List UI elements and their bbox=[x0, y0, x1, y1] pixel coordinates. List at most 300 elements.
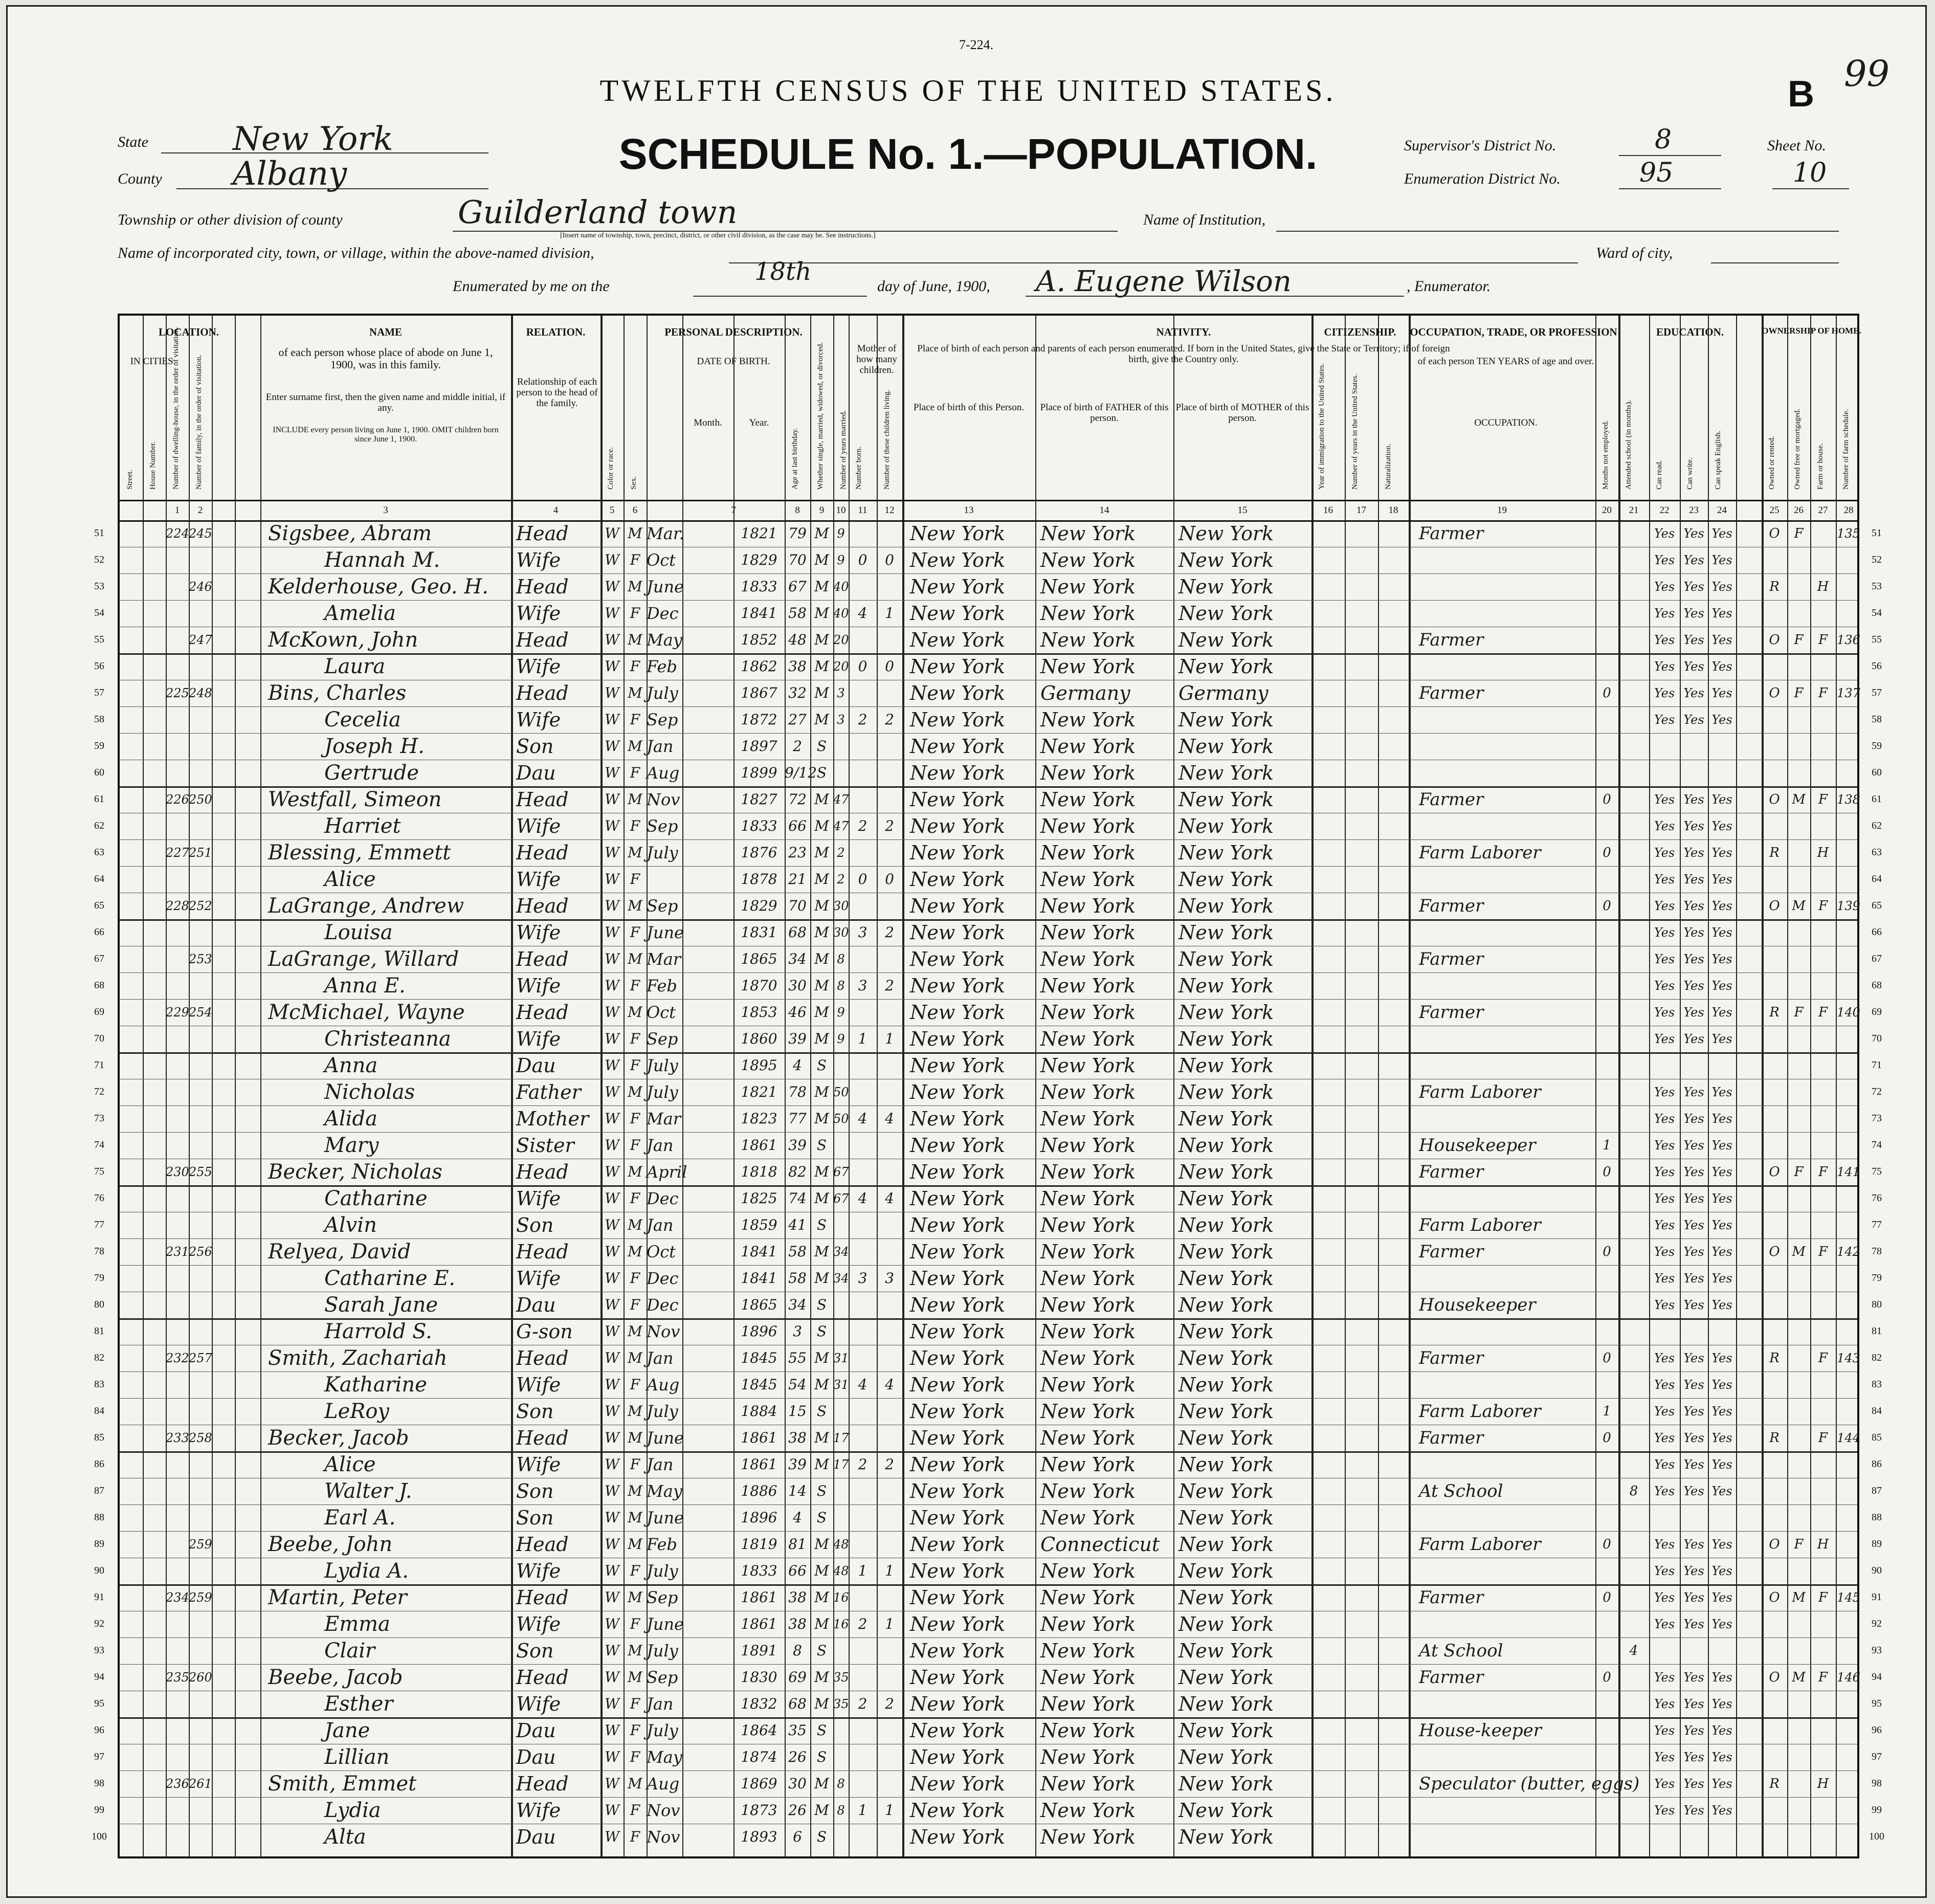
birthplace: New York bbox=[910, 1746, 1006, 1768]
line-number-left: 60 bbox=[94, 767, 104, 778]
grid-header-line bbox=[120, 500, 1857, 501]
dwelling-number: 232 bbox=[166, 1351, 189, 1365]
sheet-label: Sheet No. bbox=[1767, 137, 1826, 154]
family-number: 261 bbox=[189, 1777, 212, 1791]
column-number: 19 bbox=[1497, 505, 1507, 516]
can-speak: Yes bbox=[1711, 1750, 1732, 1764]
can-write: Yes bbox=[1683, 1670, 1704, 1685]
column-number: 17 bbox=[1356, 505, 1366, 516]
line-number-left: 93 bbox=[94, 1645, 104, 1656]
line-number-left: 86 bbox=[94, 1458, 104, 1470]
color: W bbox=[605, 1296, 619, 1313]
relation: Dau bbox=[516, 762, 556, 784]
can-read: Yes bbox=[1654, 1777, 1675, 1791]
can-speak: Yes bbox=[1711, 1777, 1732, 1791]
children-living: 4 bbox=[885, 1376, 894, 1393]
column-number: 26 bbox=[1794, 505, 1804, 516]
birth-year: 1852 bbox=[741, 631, 777, 648]
line-number-left: 69 bbox=[94, 1006, 104, 1017]
sex: F bbox=[630, 977, 640, 994]
relation: G-son bbox=[516, 1320, 573, 1343]
can-write: Yes bbox=[1683, 553, 1704, 567]
years-married: 35 bbox=[833, 1670, 849, 1685]
birthplace: New York bbox=[910, 1453, 1006, 1476]
birth-month: May bbox=[647, 1481, 682, 1501]
birth-month: Feb bbox=[647, 976, 677, 995]
relation: Dau bbox=[516, 1719, 556, 1742]
can-read: Yes bbox=[1654, 1218, 1675, 1232]
sex: F bbox=[630, 1110, 640, 1127]
hdr-years-married: Number of years married. bbox=[839, 410, 848, 490]
occupation: Farmer bbox=[1419, 896, 1484, 916]
marital-status: S bbox=[816, 1216, 827, 1233]
hdr-dob: DATE OF BIRTH. bbox=[697, 356, 770, 367]
owned-rented: O bbox=[1769, 1670, 1780, 1685]
relation: Wife bbox=[516, 815, 561, 837]
farm-schedule: 136 bbox=[1837, 633, 1860, 647]
children-born: 2 bbox=[858, 817, 868, 834]
birth-month: July bbox=[647, 1402, 678, 1421]
color: W bbox=[605, 1376, 619, 1393]
birth-year: 1818 bbox=[741, 1163, 777, 1180]
can-speak: Yes bbox=[1711, 1218, 1732, 1232]
can-write: Yes bbox=[1683, 1697, 1704, 1711]
birthplace: New York bbox=[910, 1427, 1006, 1449]
birth-year: 1861 bbox=[741, 1589, 777, 1606]
birth-year: 1861 bbox=[741, 1456, 777, 1473]
children-born: 4 bbox=[858, 605, 868, 622]
farm-schedule: 146 bbox=[1837, 1670, 1860, 1685]
birth-month: July bbox=[647, 1721, 678, 1740]
sex: F bbox=[630, 1270, 640, 1287]
can-write: Yes bbox=[1683, 686, 1704, 700]
can-write: Yes bbox=[1683, 1165, 1704, 1179]
children-living: 2 bbox=[885, 1695, 894, 1712]
marital-status: M bbox=[814, 977, 829, 994]
years-married: 16 bbox=[833, 1617, 849, 1631]
children-living: 4 bbox=[885, 1190, 894, 1207]
mother-birthplace: New York bbox=[1178, 709, 1274, 731]
column-number: 3 bbox=[383, 505, 388, 516]
line-number-left: 73 bbox=[94, 1113, 104, 1124]
occupation: At School bbox=[1419, 1641, 1503, 1661]
marital-status: S bbox=[816, 1722, 827, 1739]
father-birthplace: New York bbox=[1040, 549, 1136, 571]
date-label: day of June, 1900, bbox=[877, 278, 990, 295]
age: 4 bbox=[793, 1057, 802, 1074]
farm-house: F bbox=[1818, 898, 1828, 914]
owned-rented: O bbox=[1769, 898, 1780, 914]
enumeration-underline bbox=[1619, 188, 1721, 189]
line-number-left: 77 bbox=[94, 1219, 104, 1230]
farm-house: F bbox=[1818, 1005, 1828, 1020]
color: W bbox=[605, 1802, 619, 1819]
mother-birthplace: New York bbox=[1178, 1693, 1274, 1715]
line-number-left: 99 bbox=[94, 1804, 104, 1816]
can-write: Yes bbox=[1683, 526, 1704, 541]
years-married: 48 bbox=[833, 1564, 849, 1578]
person-name: Harriet bbox=[324, 814, 401, 838]
birthplace: New York bbox=[910, 709, 1006, 731]
mother-birthplace: New York bbox=[1178, 1746, 1274, 1768]
father-birthplace: New York bbox=[1040, 921, 1136, 944]
line-number-right: 51 bbox=[1872, 527, 1882, 539]
age: 2 bbox=[793, 738, 802, 755]
line-number-right: 85 bbox=[1872, 1432, 1882, 1443]
mother-birthplace: New York bbox=[1178, 575, 1274, 598]
farm-schedule: 140 bbox=[1837, 1005, 1860, 1020]
farm-house: F bbox=[1818, 1430, 1828, 1446]
can-write: Yes bbox=[1683, 1803, 1704, 1818]
age: 35 bbox=[788, 1722, 807, 1739]
color: W bbox=[605, 1615, 619, 1632]
can-read: Yes bbox=[1654, 1271, 1675, 1286]
city-label: Name of incorporated city, town, or village, within the above-named division, bbox=[118, 245, 594, 261]
mother-birthplace: New York bbox=[1178, 1773, 1274, 1795]
line-number-left: 97 bbox=[94, 1751, 104, 1762]
can-speak: Yes bbox=[1711, 1245, 1732, 1259]
person-name: Anna bbox=[324, 1054, 378, 1077]
birthplace: New York bbox=[910, 1081, 1006, 1103]
hdr-months-unemployed: Months not employed. bbox=[1602, 420, 1610, 490]
father-birthplace: New York bbox=[1040, 895, 1136, 917]
farm-house: F bbox=[1818, 1244, 1828, 1259]
person-name: Lydia A. bbox=[324, 1559, 409, 1583]
age: 82 bbox=[788, 1163, 807, 1180]
can-read: Yes bbox=[1654, 792, 1675, 807]
relation: Head bbox=[516, 842, 569, 864]
can-write: Yes bbox=[1683, 633, 1704, 647]
color: W bbox=[605, 1323, 619, 1340]
age: 74 bbox=[788, 1190, 807, 1207]
line-number-right: 93 bbox=[1872, 1645, 1882, 1656]
mother-birthplace: New York bbox=[1178, 522, 1274, 545]
children-living: 2 bbox=[885, 711, 894, 728]
line-number-right: 84 bbox=[1872, 1405, 1882, 1416]
mother-birthplace: New York bbox=[1178, 921, 1274, 944]
birth-month: June bbox=[647, 1614, 684, 1634]
marital-status: M bbox=[814, 551, 829, 568]
color: W bbox=[605, 1216, 619, 1233]
line-number-left: 84 bbox=[94, 1405, 104, 1416]
father-birthplace: New York bbox=[1040, 575, 1136, 598]
can-speak: Yes bbox=[1711, 792, 1732, 807]
column-number: 10 bbox=[836, 505, 846, 516]
person-name: Beebe, Jacob bbox=[268, 1666, 403, 1689]
sex: M bbox=[628, 684, 642, 701]
relation: Head bbox=[516, 682, 569, 704]
age: 39 bbox=[788, 1456, 807, 1473]
children-born: 4 bbox=[858, 1190, 868, 1207]
line-number-right: 87 bbox=[1872, 1485, 1882, 1496]
children-born: 4 bbox=[858, 1376, 868, 1393]
father-birthplace: New York bbox=[1040, 1267, 1136, 1290]
birth-year: 1821 bbox=[741, 1083, 777, 1100]
line-number-left: 100 bbox=[92, 1831, 107, 1842]
relation: Son bbox=[516, 1214, 554, 1236]
marital-status: M bbox=[814, 1562, 829, 1579]
birthplace: New York bbox=[910, 762, 1006, 784]
sex: F bbox=[630, 1030, 640, 1047]
marital-status: M bbox=[814, 1536, 829, 1553]
color: W bbox=[605, 1270, 619, 1287]
person-name: Harrold S. bbox=[324, 1320, 432, 1343]
person-name: Anna E. bbox=[324, 974, 406, 998]
marital-status: M bbox=[814, 1775, 829, 1792]
can-read: Yes bbox=[1654, 1750, 1675, 1764]
can-read: Yes bbox=[1654, 1617, 1675, 1631]
father-birthplace: New York bbox=[1040, 788, 1136, 811]
page-mark: 99 bbox=[1844, 53, 1890, 95]
birth-month: Aug bbox=[647, 763, 680, 783]
line-number-right: 77 bbox=[1872, 1219, 1882, 1230]
can-speak: Yes bbox=[1711, 1723, 1732, 1738]
age: 77 bbox=[788, 1110, 807, 1127]
age: 70 bbox=[788, 897, 807, 914]
mother-birthplace: New York bbox=[1178, 1427, 1274, 1449]
can-read: Yes bbox=[1654, 952, 1675, 966]
birth-month: Jan bbox=[647, 1136, 674, 1155]
free-mortgaged: M bbox=[1792, 1590, 1806, 1605]
grid-row-line bbox=[120, 1664, 1857, 1665]
occupation: Housekeeper bbox=[1419, 1295, 1536, 1315]
sex: M bbox=[628, 1403, 642, 1420]
birth-year: 1895 bbox=[741, 1057, 777, 1074]
can-read: Yes bbox=[1654, 1457, 1675, 1472]
person-name: Walter J. bbox=[324, 1479, 412, 1503]
line-number-left: 79 bbox=[94, 1272, 104, 1283]
birth-year: 1874 bbox=[741, 1748, 777, 1765]
children-living: 0 bbox=[885, 871, 894, 888]
age: 54 bbox=[788, 1376, 807, 1393]
birth-month: Sep bbox=[647, 1588, 678, 1607]
birth-year: 1825 bbox=[741, 1190, 777, 1207]
father-birthplace: New York bbox=[1040, 1773, 1136, 1795]
can-speak: Yes bbox=[1711, 1378, 1732, 1392]
birthplace: New York bbox=[910, 1054, 1006, 1077]
birth-month: Sep bbox=[647, 1029, 678, 1049]
birth-month: Nov bbox=[647, 1322, 680, 1341]
person-name: LaGrange, Andrew bbox=[268, 894, 464, 918]
relation: Wife bbox=[516, 1187, 561, 1210]
years-married: 2 bbox=[837, 846, 845, 860]
father-birthplace: New York bbox=[1040, 1427, 1136, 1449]
line-number-right: 92 bbox=[1872, 1618, 1882, 1629]
occupation: Farmer bbox=[1419, 1428, 1484, 1448]
can-read: Yes bbox=[1654, 1298, 1675, 1312]
can-write: Yes bbox=[1683, 1085, 1704, 1099]
line-number-right: 81 bbox=[1872, 1325, 1882, 1337]
months-unemployed: 0 bbox=[1603, 1350, 1611, 1366]
children-living: 0 bbox=[885, 551, 894, 568]
marital-status: M bbox=[814, 1030, 829, 1047]
can-speak: Yes bbox=[1711, 1351, 1732, 1365]
person-name: Jane bbox=[324, 1719, 370, 1742]
occupation: Farm Laborer bbox=[1419, 1215, 1541, 1235]
color: W bbox=[605, 1748, 619, 1765]
person-name: Laura bbox=[324, 655, 386, 678]
person-name: McMichael, Wayne bbox=[268, 1001, 465, 1024]
can-write: Yes bbox=[1683, 1112, 1704, 1126]
owned-rented: R bbox=[1769, 1430, 1780, 1446]
owned-rented: O bbox=[1769, 632, 1780, 648]
sex: F bbox=[630, 871, 640, 888]
enumerated-label: Enumerated by me on the bbox=[453, 278, 610, 295]
birth-year: 1853 bbox=[741, 1004, 777, 1021]
birthplace: New York bbox=[910, 1161, 1006, 1183]
father-birthplace: New York bbox=[1040, 948, 1136, 970]
birthplace: New York bbox=[910, 1320, 1006, 1343]
column-number: 23 bbox=[1689, 505, 1699, 516]
birth-year: 1861 bbox=[741, 1429, 777, 1446]
hdr-family: Number of family, in the order of visitation. bbox=[195, 355, 203, 490]
years-married: 35 bbox=[833, 1697, 849, 1711]
marital-status: M bbox=[814, 578, 829, 595]
family-number: 252 bbox=[189, 899, 212, 913]
children-living: 2 bbox=[885, 924, 894, 941]
father-birthplace: New York bbox=[1040, 1161, 1136, 1183]
person-name: Hannah M. bbox=[324, 548, 440, 572]
color: W bbox=[605, 871, 619, 888]
birth-month: Aug bbox=[647, 1774, 680, 1794]
children-born: 2 bbox=[858, 1615, 868, 1632]
birthplace: New York bbox=[910, 815, 1006, 837]
color: W bbox=[605, 738, 619, 755]
relation: Son bbox=[516, 1507, 554, 1529]
father-birthplace: New York bbox=[1040, 762, 1136, 784]
free-mortgaged: F bbox=[1794, 1537, 1804, 1552]
children-living: 2 bbox=[885, 817, 894, 834]
color: W bbox=[605, 1828, 619, 1845]
institution-underline bbox=[1276, 231, 1839, 232]
day-underline bbox=[693, 296, 867, 297]
sex: F bbox=[630, 1137, 640, 1154]
can-read: Yes bbox=[1654, 1431, 1675, 1445]
person-name: Catharine E. bbox=[324, 1267, 456, 1290]
hdr-relation: RELATION. bbox=[526, 326, 586, 338]
children-living: 1 bbox=[885, 1802, 894, 1819]
occupation: Farm Laborer bbox=[1419, 1534, 1541, 1555]
day-value: 18th bbox=[754, 257, 812, 286]
hdr-street: Street. bbox=[126, 470, 134, 490]
form-number: 7-224. bbox=[959, 37, 994, 52]
marital-status: M bbox=[814, 605, 829, 622]
color: W bbox=[605, 551, 619, 568]
years-married: 48 bbox=[833, 1537, 849, 1552]
age: 8 bbox=[793, 1642, 802, 1659]
age: 27 bbox=[788, 711, 807, 728]
hdr-age: Age at last birthday. bbox=[791, 428, 799, 490]
line-number-right: 90 bbox=[1872, 1565, 1882, 1576]
sex: M bbox=[628, 525, 642, 542]
age: 21 bbox=[788, 871, 807, 888]
marital-status: M bbox=[814, 1349, 829, 1366]
can-speak: Yes bbox=[1711, 1431, 1732, 1445]
birth-year: 1864 bbox=[741, 1722, 777, 1739]
father-birthplace: New York bbox=[1040, 1480, 1136, 1502]
line-number-left: 58 bbox=[94, 714, 104, 725]
grid-row-line bbox=[120, 1371, 1857, 1372]
color: W bbox=[605, 844, 619, 861]
hdr-free-mortgaged: Owned free or mortgaged. bbox=[1793, 408, 1801, 490]
age: 6 bbox=[793, 1828, 802, 1845]
hdr-owned-rented: Owned or rented. bbox=[1768, 436, 1776, 490]
mother-birthplace: New York bbox=[1178, 788, 1274, 811]
years-married: 20 bbox=[833, 659, 849, 674]
children-born: 3 bbox=[858, 924, 868, 941]
years-married: 9 bbox=[837, 553, 845, 567]
line-number-left: 90 bbox=[94, 1565, 104, 1576]
father-birthplace: New York bbox=[1040, 1693, 1136, 1715]
owned-rented: R bbox=[1769, 579, 1780, 594]
line-number-left: 72 bbox=[94, 1086, 104, 1097]
census-sheet bbox=[6, 5, 1927, 1898]
hdr-nativity: NATIVITY. bbox=[1156, 326, 1211, 338]
birth-month: Oct bbox=[647, 1242, 676, 1261]
father-birthplace: New York bbox=[1040, 1799, 1136, 1822]
color: W bbox=[605, 605, 619, 622]
relation: Head bbox=[516, 1241, 569, 1263]
age: 30 bbox=[788, 1775, 807, 1792]
marital-status: M bbox=[814, 1456, 829, 1473]
relation: Wife bbox=[516, 602, 561, 625]
years-married: 2 bbox=[837, 872, 845, 887]
can-read: Yes bbox=[1654, 1191, 1675, 1206]
occupation: Farmer bbox=[1419, 1667, 1484, 1688]
hdr-nativity-desc: Place of birth of each person and parents of each person enumerated. If born in the United States, give the State or Territory; if of foreign birth, give the Country only. bbox=[917, 343, 1450, 365]
relation: Wife bbox=[516, 1374, 561, 1396]
hdr-dwelling: Number of dwelling-house, in the order of visitation. bbox=[172, 327, 180, 490]
father-birthplace: New York bbox=[1040, 815, 1136, 837]
age: 66 bbox=[788, 1562, 807, 1579]
relation: Wife bbox=[516, 549, 561, 571]
marital-status: M bbox=[814, 1695, 829, 1712]
birthplace: New York bbox=[910, 602, 1006, 625]
can-read: Yes bbox=[1654, 1590, 1675, 1605]
hdr-relation-desc: Relationship of each person to the head of the family. bbox=[516, 377, 598, 409]
sex: M bbox=[628, 1482, 642, 1499]
institution-label: Name of Institution, bbox=[1143, 211, 1266, 228]
can-speak: Yes bbox=[1711, 979, 1732, 993]
column-number: 14 bbox=[1099, 505, 1109, 516]
marital-status: M bbox=[814, 871, 829, 888]
age: 58 bbox=[788, 1243, 807, 1260]
birth-month: Feb bbox=[647, 657, 677, 676]
birth-year: 1845 bbox=[741, 1376, 777, 1393]
person-name: Emma bbox=[324, 1612, 390, 1636]
can-speak: Yes bbox=[1711, 1271, 1732, 1286]
farm-house: F bbox=[1818, 632, 1828, 648]
birth-year: 1897 bbox=[741, 738, 777, 755]
can-read: Yes bbox=[1654, 1085, 1675, 1099]
owned-rented: O bbox=[1769, 1164, 1780, 1180]
occupation: Farm Laborer bbox=[1419, 1401, 1541, 1422]
birth-year: 1865 bbox=[741, 1296, 777, 1313]
sex: M bbox=[628, 1509, 642, 1526]
marital-status: M bbox=[814, 1589, 829, 1606]
father-birthplace: New York bbox=[1040, 1028, 1136, 1050]
birth-month: June bbox=[647, 577, 684, 596]
birth-year: 1861 bbox=[741, 1615, 777, 1632]
relation: Head bbox=[516, 1666, 569, 1689]
birth-year: 1833 bbox=[741, 578, 777, 595]
birth-year: 1893 bbox=[741, 1828, 777, 1845]
hdr-attended-school: Attended school (in months). bbox=[1625, 400, 1633, 490]
birthplace: New York bbox=[910, 575, 1006, 598]
mother-birthplace: New York bbox=[1178, 1400, 1274, 1423]
mother-birthplace: New York bbox=[1178, 1028, 1274, 1050]
birth-month: June bbox=[647, 923, 684, 942]
